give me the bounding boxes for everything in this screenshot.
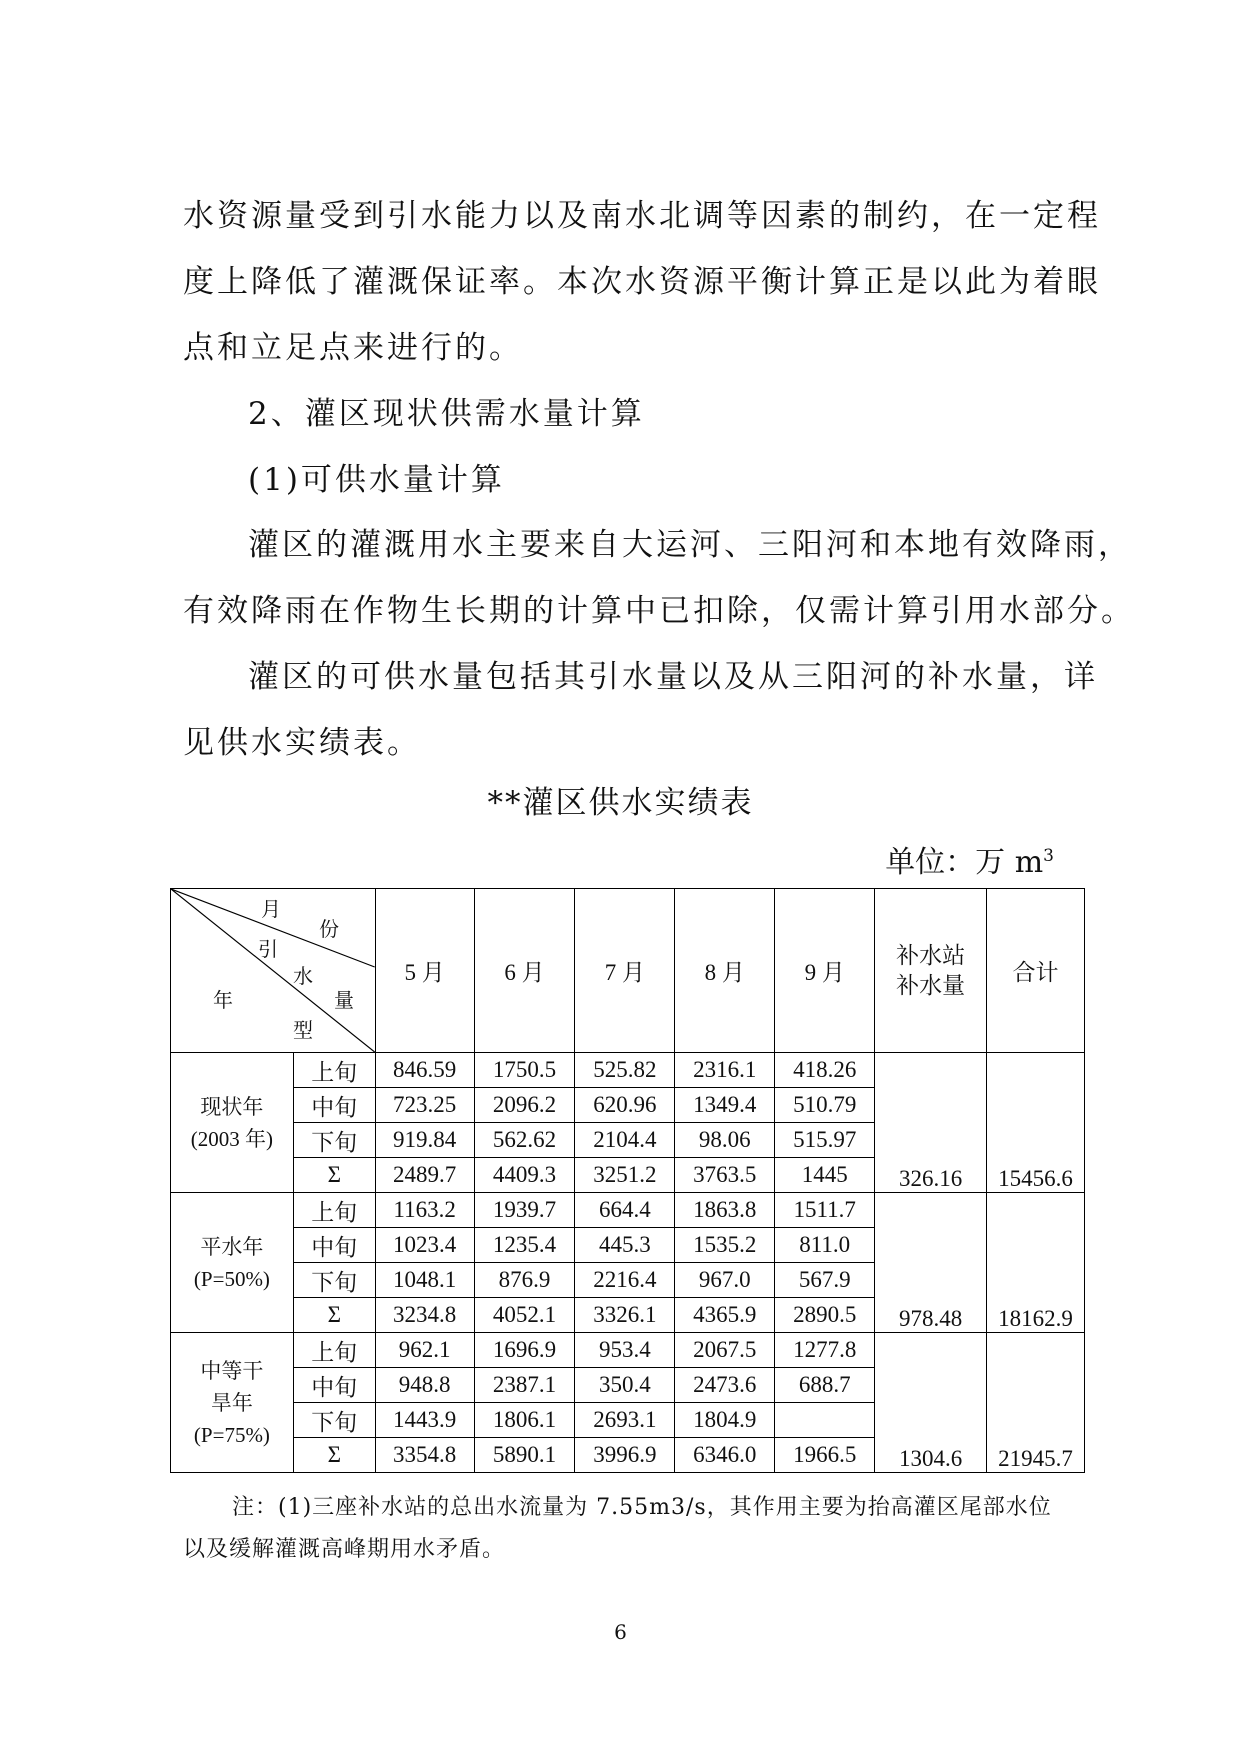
table-unit-exponent: 3	[1043, 846, 1054, 866]
value-cell: 98.06	[675, 1123, 775, 1158]
value-cell: 1277.8	[775, 1333, 875, 1368]
value-cell: 1750.5	[474, 1053, 575, 1088]
diag-label-fen: 份	[319, 919, 340, 941]
table-unit-label: 单位：万 m	[885, 845, 1044, 880]
value-cell: 4409.3	[474, 1158, 575, 1193]
value-cell: 811.0	[775, 1228, 875, 1263]
col-header-total: 合计	[987, 889, 1085, 1053]
value-cell: 1445	[775, 1158, 875, 1193]
value-cell: 1048.1	[375, 1263, 474, 1298]
value-cell: 2890.5	[775, 1298, 875, 1333]
value-cell: 1349.4	[675, 1088, 775, 1123]
year-type-label: 平水年 (P=50%)	[171, 1193, 294, 1333]
table-row	[171, 1053, 1085, 1088]
diag-label-shui: 水	[293, 966, 314, 988]
value-cell: 2104.4	[575, 1123, 675, 1158]
value-cell: 2489.7	[375, 1158, 474, 1193]
period-label: 上旬	[293, 1333, 375, 1368]
value-cell: 3354.8	[375, 1438, 474, 1473]
col-header-jun: 6 月	[474, 889, 575, 1053]
value-cell: 962.1	[375, 1333, 474, 1368]
period-label: 中旬	[293, 1368, 375, 1403]
value-cell: 1806.1	[474, 1403, 575, 1438]
value-cell: 876.9	[474, 1263, 575, 1298]
value-cell: 510.79	[775, 1088, 875, 1123]
supplement-cell: 1304.6	[875, 1333, 987, 1473]
value-cell: 567.9	[775, 1263, 875, 1298]
diag-label-liang: 量	[334, 990, 355, 1012]
diag-label-year: 年	[213, 990, 234, 1012]
value-cell: 525.82	[575, 1053, 675, 1088]
diagonal-header-cell	[171, 889, 376, 1053]
total-cell: 15456.6	[987, 1053, 1085, 1193]
page-number: 6	[614, 1620, 627, 1644]
value-cell: 948.8	[375, 1368, 474, 1403]
body-line-9: 见供水实绩表。	[183, 725, 421, 761]
diag-label-yin: 引	[258, 939, 279, 961]
body-line-7: 有效降雨在作物生长期的计算中已扣除，仅需计算引用水部分。	[183, 593, 1135, 629]
year-type-label: 现状年 (2003 年)	[171, 1053, 294, 1193]
col-header-aug: 8 月	[675, 889, 775, 1053]
value-cell: 2316.1	[675, 1053, 775, 1088]
table-row	[171, 1333, 1085, 1368]
table-note-line-2: 以及缓解灌溉高峰期用水矛盾。	[183, 1537, 506, 1562]
period-label: 下旬	[293, 1123, 375, 1158]
value-cell: 4365.9	[675, 1298, 775, 1333]
period-label: 中旬	[293, 1228, 375, 1263]
value-cell: 1863.8	[675, 1193, 775, 1228]
section-heading: 2、灌区现状供需水量计算	[248, 396, 645, 432]
value-cell: 953.4	[575, 1333, 675, 1368]
table-unit	[885, 837, 1054, 881]
value-cell: 919.84	[375, 1123, 474, 1158]
col-header-supplement: 补水站 补水量	[875, 889, 987, 1053]
value-cell: 3763.5	[675, 1158, 775, 1193]
value-cell: 3996.9	[575, 1438, 675, 1473]
body-line-8: 灌区的可供水量包括其引水量以及从三阳河的补水量，详	[248, 659, 1098, 695]
value-cell: 1511.7	[775, 1193, 875, 1228]
value-cell: 3234.8	[375, 1298, 474, 1333]
value-cell: 1163.2	[375, 1193, 474, 1228]
value-cell: 4052.1	[474, 1298, 575, 1333]
value-cell: 1939.7	[474, 1193, 575, 1228]
value-cell: 418.26	[775, 1053, 875, 1088]
col-header-jul: 7 月	[575, 889, 675, 1053]
body-line-1: 水资源量受到引水能力以及南水北调等因素的制约，在一定程	[183, 198, 1101, 234]
period-label: 下旬	[293, 1263, 375, 1298]
value-cell: 445.3	[575, 1228, 675, 1263]
period-label: 下旬	[293, 1403, 375, 1438]
body-line-3: 点和立足点来进行的。	[183, 330, 523, 366]
total-cell: 18162.9	[987, 1193, 1085, 1333]
period-label: 上旬	[293, 1053, 375, 1088]
value-cell: 2096.2	[474, 1088, 575, 1123]
value-cell: 2067.5	[675, 1333, 775, 1368]
table-row	[171, 1193, 1085, 1228]
period-label: Σ	[293, 1158, 375, 1193]
value-cell: 350.4	[575, 1368, 675, 1403]
table-title: **灌区供水实绩表	[487, 785, 754, 821]
value-cell: 1535.2	[675, 1228, 775, 1263]
value-cell: 1023.4	[375, 1228, 474, 1263]
value-cell: 1804.9	[675, 1403, 775, 1438]
value-cell: 846.59	[375, 1053, 474, 1088]
value-cell: 1235.4	[474, 1228, 575, 1263]
value-cell: 967.0	[675, 1263, 775, 1298]
value-cell: 1443.9	[375, 1403, 474, 1438]
period-label: 上旬	[293, 1193, 375, 1228]
col-header-may: 5 月	[375, 889, 474, 1053]
supply-table	[170, 888, 1085, 1473]
value-cell: 515.97	[775, 1123, 875, 1158]
value-cell: 3326.1	[575, 1298, 675, 1333]
value-cell: 2693.1	[575, 1403, 675, 1438]
diag-label-xing: 型	[293, 1020, 314, 1042]
col-header-sep: 9 月	[775, 889, 875, 1053]
value-cell: 620.96	[575, 1088, 675, 1123]
year-type-label: 中等干 旱年 (P=75%)	[171, 1333, 294, 1473]
value-cell: 1696.9	[474, 1333, 575, 1368]
value-cell: 688.7	[775, 1368, 875, 1403]
value-cell: 664.4	[575, 1193, 675, 1228]
value-cell: 1966.5	[775, 1438, 875, 1473]
supplement-cell: 978.48	[875, 1193, 987, 1333]
table-note-line-1: 注：(1)三座补水站的总出水流量为 7.55m3/s，其作用主要为抬高灌区尾部水位	[232, 1495, 1052, 1520]
value-cell: 562.62	[474, 1123, 575, 1158]
value-cell: 723.25	[375, 1088, 474, 1123]
value-cell: 3251.2	[575, 1158, 675, 1193]
body-line-6: 灌区的灌溉用水主要来自大运河、三阳河和本地有效降雨，	[248, 527, 1132, 563]
period-label: Σ	[293, 1298, 375, 1333]
value-cell: 2473.6	[675, 1368, 775, 1403]
value-cell: 2387.1	[474, 1368, 575, 1403]
period-label: 中旬	[293, 1088, 375, 1123]
value-cell: 2216.4	[575, 1263, 675, 1298]
value-cell	[775, 1403, 875, 1438]
value-cell: 5890.1	[474, 1438, 575, 1473]
period-label: Σ	[293, 1438, 375, 1473]
diag-label-month: 月	[261, 899, 282, 921]
body-line-2: 度上降低了灌溉保证率。本次水资源平衡计算正是以此为着眼	[183, 264, 1101, 300]
value-cell: 6346.0	[675, 1438, 775, 1473]
subsection-heading: (1)可供水量计算	[248, 462, 505, 498]
total-cell: 21945.7	[987, 1333, 1085, 1473]
header-row	[171, 889, 1085, 1053]
supplement-cell: 326.16	[875, 1053, 987, 1193]
